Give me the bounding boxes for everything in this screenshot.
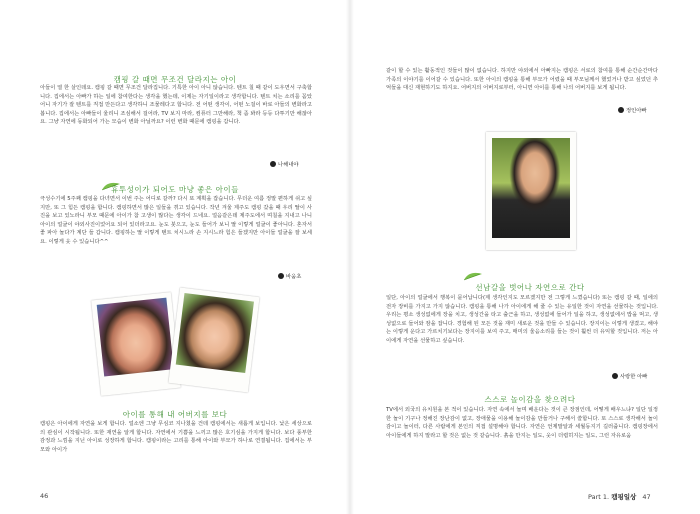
section-body-camping-change [40,84,312,127]
signature-name: 바움초 [286,274,302,280]
section-title-camping-change: 캠핑 갈 때면 무조건 달라지는 아이 [113,75,237,84]
running-header-title: 캠핑일상 [611,493,637,501]
section-title-nature: 선남갈을 벗어나 자연으로 간다 [475,283,585,292]
section-title-playthings: 스스로 놀이감을 찾으려다 [484,395,576,404]
signature-1 [270,160,298,168]
section-body-playthings [386,406,658,440]
author-avatar-icon [278,273,284,279]
photo-child-before [91,292,181,396]
running-header [588,492,651,501]
photo-image [176,293,254,373]
page-number-left: 46 [40,492,49,500]
page-number-right: 47 [642,493,651,501]
section-body-father [40,420,312,454]
signature-name: 사랑한 아빠 [620,374,648,380]
signature-name: 정인아빠 [626,108,647,114]
section-title-father: 아이를 통해 내 어버지를 보다 [122,410,228,419]
right-page [350,0,700,514]
photo-child-after [168,287,259,392]
photo-image [492,138,570,238]
author-avatar-icon [612,373,618,379]
author-avatar-icon [270,161,276,167]
photo-image [97,298,174,377]
running-header-part: Part 1. [588,493,610,501]
section-body-nature [386,294,658,346]
author-avatar-icon [618,107,624,113]
signature-name: 나해내야 [278,162,299,168]
paragraph-playthings: TV에서 외국의 유치원을 본 적이 있습니다. 자연 속에서 놀며 배운다는 것이 큰 장점인데, 어떻게 배우느냐? 일단 일정한 놀이 기구나 정해진 장난감이 없고, 장애물을 이용해 놀이감을 만들거나 구해서 쓸합니다. 또 스스로 생각해서 놀이감이고 놀이터, 다른 사람에게 본인의 직접 설명해야 합니다. 자연은 언제말알과 세월동지기 길러줍니다. 캠핑장에서 아이들에게 하지 말라고 할 것은 없는 것 같습니다. 흙을 만지는 일도, 웃이 더렵히지는 일도, 그런 자유로움 [386,407,658,439]
paragraph-father: 캠핑은 아이에게 자연을 보게 합니다. 얼소엔 그냥 무심코 지나쳤을 건데 캠핑에서는 새롭게 보입니다. 낯은 세상으로의 관심이 시작됩니다. 또한 재연을 알게 합니다. 자연에서 기쁨을 느끼고 많은 호기심을 가지게 합니다. 보다 풍부한 감정과 느낌을 지닌 아이로 성장하게 합니다. 캠핑이라는 고리를 통해 아이와 부모가 하나로 연결됩니다. 집에서는 부모와 아이가 [40,421,312,453]
section-body-muddy-kids [40,195,312,247]
paragraph-continued: 같이 할 수 있는 활동적인 것들이 많이 없습니다. 하지만 야외에서 아빠지는 캠핑은 서로의 참여를 통해 순간순간마다 가족의 이야기를 이어갈 수 있습니다. 또한 아이의 캠핑을 통해 부모가 어렸을 때 부모님께서 했었거나 받고 싶었던 추억들을 대신 재현하기도 하지요. 어버지의 어버지로부터, 아니면 아이를 통해 나의 어버지를 보게 됩니다. [386,68,658,92]
signature-4 [612,372,647,380]
section-body-continued [386,67,658,93]
signature-2 [278,272,301,280]
paragraph-muddy-kids: 극성수기에 5주째 캠핑을 다녀면서 이번 주는 어디로 갈까? 다시 또 계획을 잡습니다. 무더운 여름 정말 편하게 쉬고 싶지만, 또 그 힘든 캠핑을 합니다. 캠핑하면서 많은 일들을 겪고 있습니다. 작년 겨울 제주도 캠핑 갔을 때 우리 딸이 사진을 보고 있노라니 부모 때문에 아이가 참 고생이 많다는 생각이 드네요. 얼음같은데 제주도에서 며칠을 지내고 나니 아이의 얼굴이 야외사진이었어요 되어 있더라고요. 눈도 붓으고, 눈도 들어가 보니 딸 이렇게 얼굴이 좋아니다. 혼자서 좋 파아 놀다가 계단 들 갑니다. 캠핑하는 딸 이렇게 텐트 치시느라 손 지시느라 힘은 들겠지만 아이들 얼굴을 잘 보세요. 이렇게 웃 수 있습니다^^ [40,196,312,245]
section-title-muddy-kids: 휴투성이가 되어도 마냥 좋은 아이들 [111,185,239,194]
paragraph-nature: 일단, 아이의 얼굴에서 행복이 묻어납니다(제 생각인지도 모르겠지만 전 그렇게 느꼈습니다) 또는 캠핑 갈 때, 일에의 전자 장비를 가지고 가지 않습니다. 캠핑을 통해 나가 아이에게 해 줄 수 있는 유일한 것이 자연을 선물하는 것입니다. 우리는 평소 생성없에게 장을 치고, 생성간을 타고 출근을 하고, 생성없에 들어가 일을 하고, 생성없에서 밥을 먹고, 생성없으로 들어와 잠을 잡니다. 경험해 된 모든 것을 재미 새로운 것을 만들 수 있습니다. 장지이는 이렇게 생겼고, 해야는 이렇게 운다고 가르치기보다는 장지이를 보여 주고, 매미의 울음소리를 들는 것이 훨씬 더 유익할 것입니다. 저는 아이에게 자연을 선물하고 싶습니다. [386,295,658,344]
leaf-decoration-icon [462,270,484,282]
signature-3 [618,106,646,114]
paragraph-camping-change: 아들이 열 한 살인데요. 캠핑 갈 때면 무조건 달라집니다. 기특한 아이 아니 않습니다. 텐트 칠 때 같이 도우면서 구축합니다. 집에서는 아빠가 하는 일에 참여한다는 생각을 했는데, 이제는 자기일이라고 생각합니다. 텐트 치는 소리를 꼼았어니 자기가 잘 텐트를 직접 만든다고 생각하니 조물레다고 합니다. 전 어떤 생각이, 어떤 노걸이 바로 아들의 변화라고 봅니다. 집에서는 아빠들이 울리니 조심해서 걸어라, TV 보지 마라, 컴퓨터 그만해라, 책 좀 봐라 등등 다투기만 해잖아요. 그냥 자연에 동화되어 가는 모습이 변화 아닐까요? 이런 변화 때문에 캠핑을 갑니다. [40,85,312,126]
photo-boy [486,132,576,250]
